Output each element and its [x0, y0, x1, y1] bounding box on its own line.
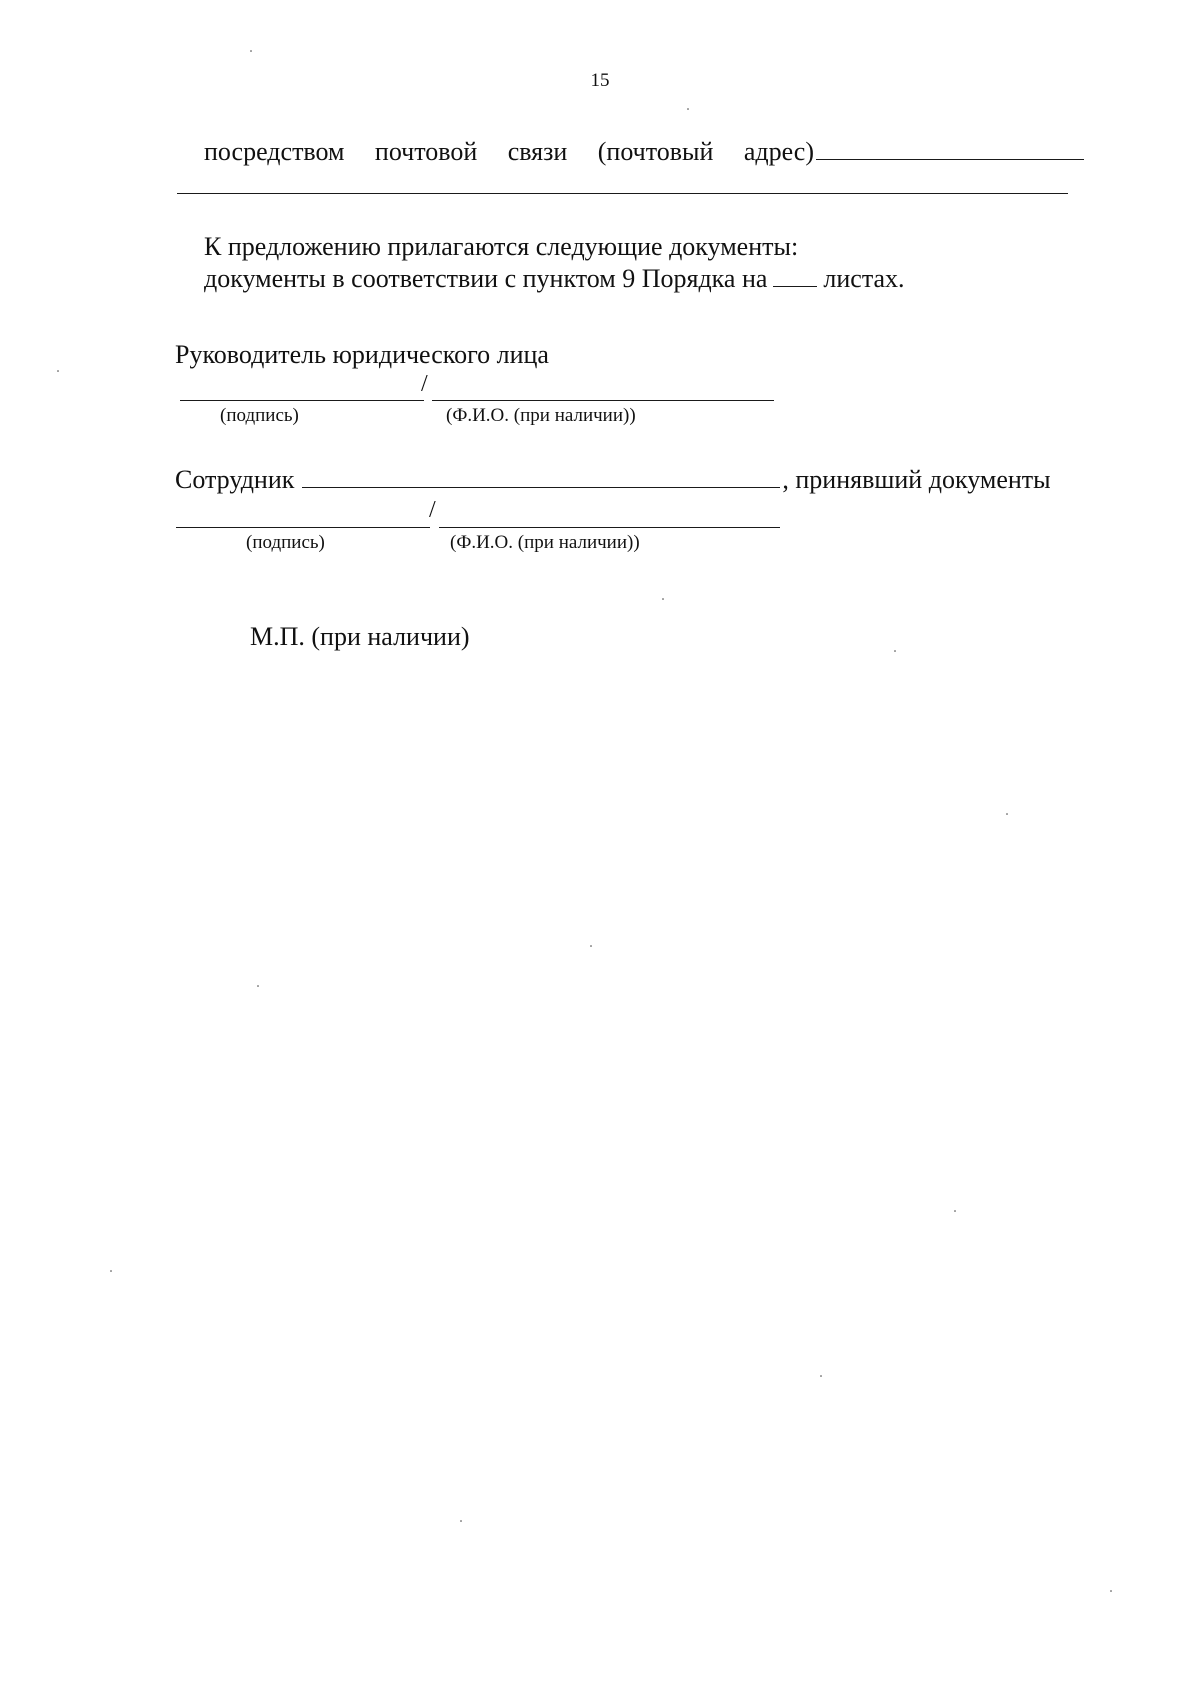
- employee-name-caption: (Ф.И.О. (при наличии)): [450, 532, 640, 553]
- employee-signature-caption: (подпись): [246, 532, 325, 553]
- postal-word: адрес): [743, 137, 814, 166]
- employee-signature-field[interactable]: [176, 527, 430, 528]
- postal-word: почтовой: [374, 137, 478, 166]
- head-title: Руководитель юридического лица: [175, 340, 549, 369]
- employee-name-field[interactable]: [439, 527, 780, 528]
- scan-speck: [820, 1375, 822, 1377]
- scan-speck: [1006, 813, 1008, 815]
- postal-address-field-continuation[interactable]: [177, 193, 1068, 194]
- employee-line: [175, 463, 1051, 495]
- attachments-line-suffix: листах.: [823, 264, 905, 293]
- head-signature-field[interactable]: [180, 400, 424, 401]
- sheet-count-field[interactable]: [773, 264, 817, 287]
- head-slash: /: [421, 371, 428, 397]
- scan-speck: [894, 650, 896, 652]
- attachments-line: [204, 264, 905, 294]
- postal-word: (почтовый: [597, 137, 714, 166]
- postal-word: связи: [507, 137, 568, 166]
- scan-speck: [460, 1520, 462, 1522]
- employee-suffix: , принявший документы: [782, 465, 1051, 494]
- head-name-caption: (Ф.И.О. (при наличии)): [446, 405, 636, 426]
- scan-speck: [687, 108, 689, 110]
- head-signature-caption: (подпись): [220, 405, 299, 426]
- scan-speck: [662, 598, 664, 600]
- scan-speck: [1110, 1590, 1112, 1592]
- postal-address-line: [204, 135, 1084, 167]
- scan-speck: [250, 50, 252, 52]
- scan-speck: [110, 1270, 112, 1272]
- postal-word: посредством: [204, 137, 345, 166]
- scan-speck: [954, 1210, 956, 1212]
- employee-field[interactable]: [302, 463, 780, 488]
- page-number: 15: [590, 70, 610, 91]
- scan-speck: [257, 985, 259, 987]
- attachments-line-prefix: документы в соответствии с пунктом 9 Порядка на: [204, 264, 768, 293]
- postal-address-label: [204, 137, 814, 167]
- attachments-title: К предложению прилагаются следующие документы:: [204, 232, 799, 261]
- scan-speck: [590, 945, 592, 947]
- stamp-place-label: М.П. (при наличии): [250, 622, 470, 651]
- head-name-field[interactable]: [432, 400, 774, 401]
- employee-slash: /: [429, 497, 436, 523]
- scan-speck: [57, 370, 59, 372]
- employee-label: Сотрудник: [175, 465, 295, 494]
- postal-address-field[interactable]: [816, 135, 1084, 160]
